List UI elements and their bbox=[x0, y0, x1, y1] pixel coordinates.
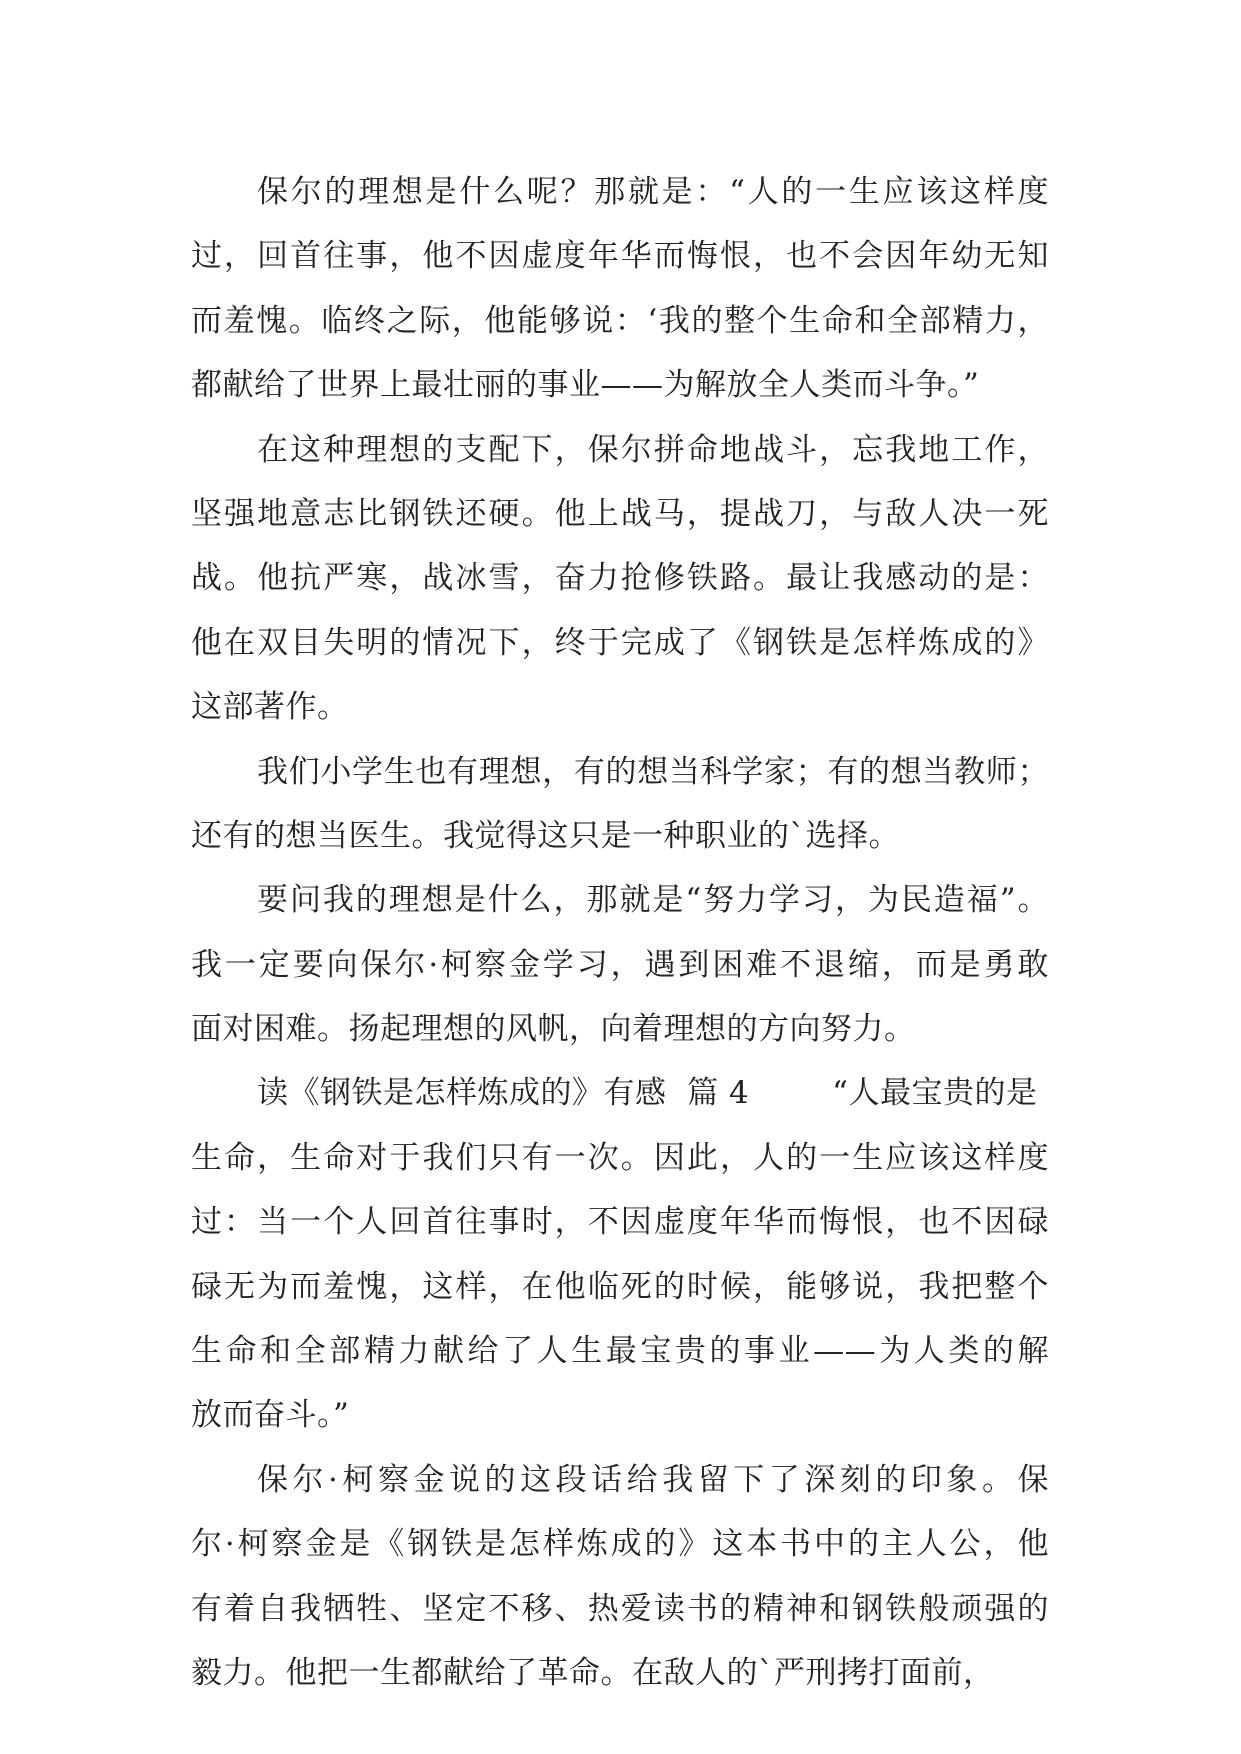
text-line: 而羞愧。临终之际，他能够说：‘我的整个生命和全部精力， bbox=[191, 302, 1049, 339]
text-line: 还有的想当医生。我觉得这只是一种职业的`选择。 bbox=[191, 817, 900, 854]
text-line: 保尔的理想是什么呢？那就是：“人的一生应该这样度 bbox=[257, 174, 1049, 210]
text-line: 我一定要向保尔·柯察金学习，遇到困难不退缩，而是勇敢 bbox=[191, 946, 1049, 983]
text-line: 放而奋斗。” bbox=[191, 1397, 350, 1434]
text-line: 尔·柯察金是《钢铁是怎样炼成的》这本书中的主人公，他 bbox=[191, 1526, 1049, 1563]
text-line: 生命，生命对于我们只有一次。因此，人的一生应该这样度 bbox=[191, 1139, 1049, 1176]
text-line: 都献给了世界上最壮丽的事业——为解放全人类而斗争。” bbox=[191, 367, 980, 404]
text-line: 碌无为而羞愧，这样，在他临死的时候，能够说，我把整个 bbox=[191, 1268, 1049, 1305]
text-line: 坚强地意志比钢铁还硬。他上战马，提战刀，与敌人决一死 bbox=[191, 495, 1049, 532]
text-line: 战。他抗严寒，战冰雪，奋力抢修铁路。最让我感动的是： bbox=[191, 560, 1049, 597]
text-line: 毅力。他把一生都献给了革命。在敌人的`严刑拷打面前， bbox=[191, 1654, 995, 1691]
section-heading-line: 读《钢铁是怎样炼成的》有感 篇 4 “人最宝贵的是 bbox=[257, 1075, 1038, 1112]
text-line: 生命和全部精力献给了人生最宝贵的事业——为人类的解 bbox=[191, 1333, 1049, 1370]
text-line: 要问我的理想是什么，那就是“努力学习，为民造福”。 bbox=[257, 882, 1049, 919]
text-line: 保尔·柯察金说的这段话给我留下了深刻的印象。保 bbox=[257, 1461, 1049, 1498]
text-line: 我们小学生也有理想，有的想当科学家；有的想当教师； bbox=[257, 753, 1049, 790]
text-line: 这部著作。 bbox=[191, 689, 349, 726]
text-line: 过：当一个人回首往事时，不因虚度年华而悔恨，也不因碌 bbox=[191, 1204, 1049, 1241]
text-line: 在这种理想的支配下，保尔拼命地战斗，忘我地工作， bbox=[257, 431, 1049, 468]
text-line: 过，回首往事，他不因虚度年华而悔恨，也不会因年幼无知 bbox=[191, 238, 1049, 275]
text-line: 有着自我牺牲、坚定不移、热爱读书的精神和钢铁般顽强的 bbox=[191, 1590, 1049, 1627]
text-line: 他在双目失明的情况下，终于完成了《钢铁是怎样炼成的》 bbox=[191, 624, 1049, 661]
document-body bbox=[191, 160, 1049, 1705]
text-line: 面对困难。扬起理想的风帆，向着理想的方向努力。 bbox=[191, 1011, 916, 1048]
